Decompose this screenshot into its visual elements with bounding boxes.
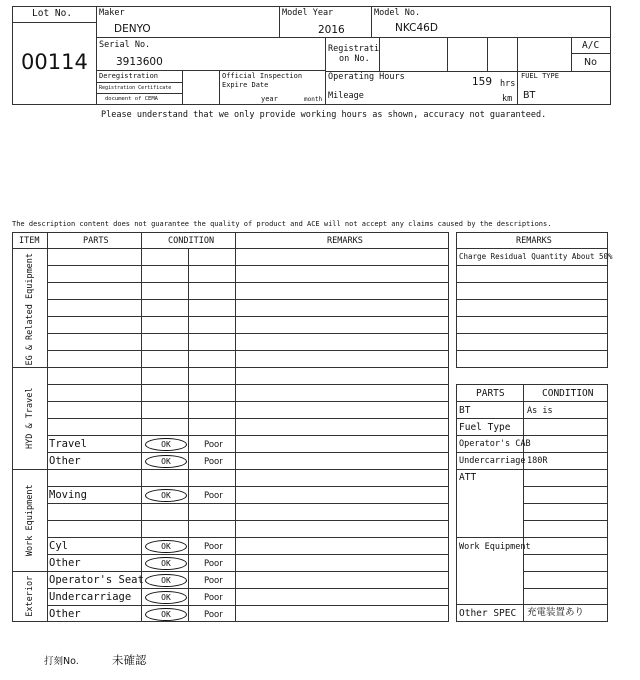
ac-label: A/C: [582, 40, 600, 51]
hrs-unit: hrs: [500, 79, 516, 89]
month-label: month: [304, 96, 323, 103]
ok-mark: OK: [145, 540, 187, 553]
year-label: year: [261, 95, 278, 103]
mileage-label: Mileage: [328, 91, 364, 101]
maker-value: DENYO: [114, 23, 151, 35]
ok-mark: OK: [145, 455, 187, 468]
undercarriage-row-label: Undercarriage: [459, 456, 526, 466]
operating-hours-label: Operating Hours: [328, 72, 405, 82]
att-label: ATT: [459, 472, 477, 483]
model-no-label: Model No.: [374, 8, 421, 18]
poor-label: Poor: [204, 440, 223, 450]
col-parts-header: PARTS: [83, 236, 109, 246]
section-hyd-travel: HYD & Travel: [24, 387, 35, 449]
official-inspection-label: Official Inspection: [222, 72, 303, 80]
row-moving-label: Moving: [49, 489, 87, 501]
row-operators-seat-label: Operator's Seat: [49, 574, 144, 586]
col-condition-header: CONDITION: [168, 236, 215, 246]
row-work-other-label: Other: [49, 557, 81, 569]
ok-mark: OK: [145, 489, 187, 502]
ok-mark: OK: [145, 608, 187, 621]
ok-mark: OK: [145, 557, 187, 570]
fuel-type-row-label: Fuel Type: [459, 422, 511, 433]
other-spec-value: 充電装置あり: [527, 607, 585, 618]
registration-label-2: on No.: [339, 54, 370, 64]
row-hyd-other-label: Other: [49, 455, 81, 467]
lot-number: 00114: [21, 50, 88, 74]
right-col-parts-header: PARTS: [476, 388, 505, 399]
registration-label-1: Registrati: [328, 44, 380, 54]
poor-label: Poor: [204, 491, 223, 501]
fuel-type-value: BT: [523, 90, 536, 101]
section-work-equipment: Work Equipment: [24, 484, 35, 557]
document-cema-label: document of CEMA: [105, 96, 158, 102]
km-unit: km: [502, 94, 513, 104]
bt-value: As is: [527, 406, 553, 416]
ac-value: No: [584, 57, 597, 68]
poor-label: Poor: [204, 559, 223, 569]
right-col-condition-header: CONDITION: [542, 388, 594, 399]
model-no-value: NKC46D: [395, 22, 438, 34]
col-item-header: ITEM: [19, 236, 40, 246]
work-equipment-row-label: Work Equipment: [459, 542, 531, 552]
registration-cert-label: Registration Certificate: [99, 85, 172, 91]
poor-label: Poor: [204, 593, 223, 603]
col-remarks-header: REMARKS: [327, 236, 363, 246]
serial-label: Serial No.: [99, 40, 151, 50]
row-travel-label: Travel: [49, 438, 87, 450]
stamp-no-value: 未確認: [112, 653, 147, 667]
ok-mark: OK: [145, 574, 187, 587]
lot-label: Lot No.: [32, 8, 73, 19]
row-undercarriage-label: Undercarriage: [49, 591, 132, 603]
maker-label: Maker: [99, 8, 125, 18]
ok-mark: OK: [145, 591, 187, 604]
section-eg-related: EG & Related Equipment: [24, 252, 35, 366]
right-remarks-header: REMARKS: [516, 236, 552, 246]
hours-notice: Please understand that we only provide working hours as shown, accuracy not guaranteed.: [101, 110, 547, 120]
row-cyl-label: Cyl: [49, 540, 68, 552]
poor-label: Poor: [204, 542, 223, 552]
poor-label: Poor: [204, 610, 223, 620]
stamp-no-label: 打刻No.: [44, 656, 79, 667]
disclaimer-text: The description content does not guarantee the quality of product and ACE will not accept any claims caused by the descriptions.: [12, 220, 552, 228]
other-spec-label: Other SPEC: [459, 608, 517, 619]
model-year-label: Model Year: [282, 8, 334, 18]
right-remarks-text: Charge Residual Quantity About 50%: [459, 252, 613, 261]
model-year-value: 2016: [318, 24, 345, 36]
section-exterior: Exterior: [24, 575, 35, 617]
undercarriage-row-value: 180R: [527, 456, 548, 466]
serial-value: 3913600: [116, 56, 163, 68]
row-ext-other-label: Other: [49, 608, 81, 620]
operators-cab-label: Operator's CAB: [459, 439, 531, 449]
poor-label: Poor: [204, 457, 223, 467]
bt-label: BT: [459, 405, 471, 416]
deregistration-label: Deregistration: [99, 72, 159, 80]
expire-date-label: Expire Date: [222, 81, 269, 89]
operating-hours-value: 159: [472, 76, 493, 88]
fuel-type-label: FUEL TYPE: [521, 72, 559, 80]
ok-mark: OK: [145, 438, 187, 451]
poor-label: Poor: [204, 576, 223, 586]
